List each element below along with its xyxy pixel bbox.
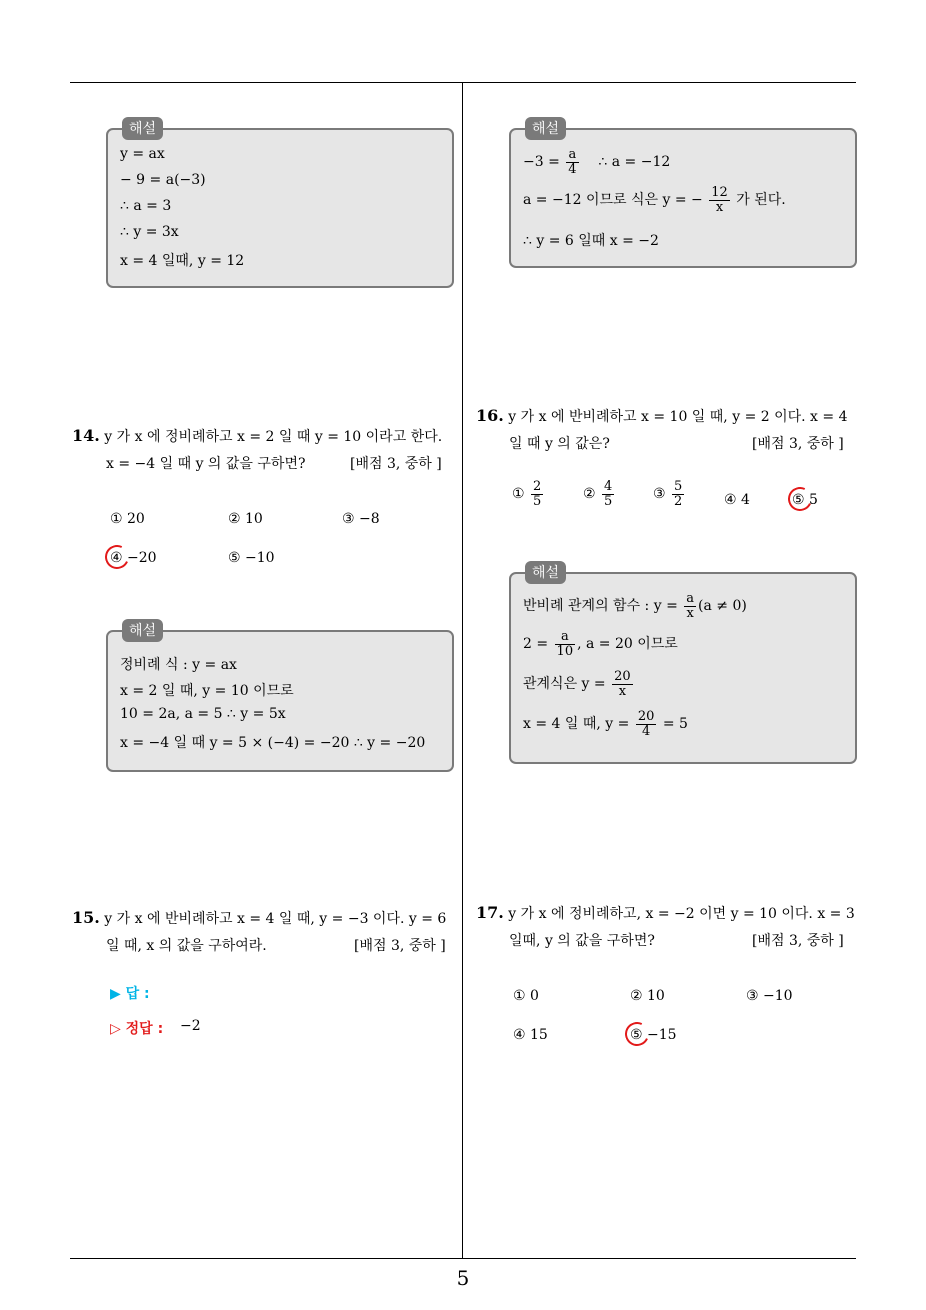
question-14-line2: x = −4 일 때 y 의 값을 구하면?	[106, 456, 306, 472]
solution-line: 10 = 2a, a = 5 ∴ y = 5x	[120, 706, 286, 722]
question-17-line2: 일때, y 의 값을 구하면?	[509, 933, 655, 949]
solution-box-14	[106, 623, 454, 772]
option-1[interactable]: ① 20	[110, 511, 145, 527]
question-16-line2: 일 때 y 의 값은?	[509, 436, 610, 452]
solution-line: − 9 = a(−3)	[120, 172, 206, 188]
option-4[interactable]: ④ 15	[513, 1027, 548, 1043]
question-text: y 가 x 에 정비례하고 x = 2 일 때 y = 10 이라고 한다.	[104, 429, 443, 445]
option-1[interactable]: ① 0	[513, 988, 539, 1004]
option-3[interactable]: ③ $\frac{5}{2}$	[653, 479, 683, 509]
answer-circle-mark	[785, 484, 816, 515]
correct-answer-value: −2	[180, 1018, 201, 1034]
solution-box-16	[509, 565, 857, 764]
question-text: y 가 x 에 반비례하고 x = 4 일 때, y = −3 이다. y = 6	[104, 911, 447, 927]
solution-line: y = ax	[120, 146, 165, 162]
bottom-rule	[70, 1258, 856, 1259]
question-text: y 가 x 에 정비례하고, x = −2 이면 y = 10 이다. x = 3	[508, 906, 855, 922]
solution-line: x = 4 일때, y = 12	[120, 253, 245, 269]
solution-line: ∴ y = 6 일때 x = −2	[523, 233, 659, 249]
question-number: 15.	[72, 908, 100, 927]
points-label: [배점 3, 중하 ]	[752, 436, 844, 452]
solution-line: 관계식은 y = $\frac{20}{x}$	[523, 669, 631, 699]
question-text: y 가 x 에 반비례하고 x = 10 일 때, y = 2 이다. x = 4	[508, 409, 848, 425]
solution-line: x = −4 일 때 y = 5 × (−4) = −20 ∴ y = −20	[120, 735, 426, 751]
solution-box-13	[106, 121, 454, 288]
correct-answer-label: ▷ 정답 :	[110, 1021, 164, 1037]
option-5[interactable]: ⑤ −15	[630, 1027, 677, 1043]
solution-line: 반비례 관계의 함수 : y = $\frac{a}{x}$ (a ≠ 0)	[523, 591, 747, 621]
column-divider	[462, 82, 463, 1258]
answer-circle-mark	[622, 1019, 653, 1050]
solution-line: a = −12 이므로 식은 y = − $\frac{12}{x}$ 가 된다.	[523, 185, 786, 215]
points-label: [배점 3, 중하 ]	[354, 938, 446, 954]
option-5[interactable]: ⑤ −10	[228, 550, 275, 566]
top-rule	[70, 82, 856, 83]
solution-line: −3 = $\frac{a}{4}$ ∴ a = −12	[523, 147, 671, 177]
option-1[interactable]: ① $\frac{2}{5}$	[512, 479, 542, 509]
option-3[interactable]: ③ −8	[342, 511, 380, 527]
solution-tag: 해설	[525, 561, 566, 584]
question-15	[72, 908, 446, 928]
solution-box-15	[509, 121, 857, 268]
fraction: $\frac{12}{x}$	[711, 185, 728, 215]
answer-label: ▶ 답 :	[110, 986, 150, 1002]
option-2[interactable]: ② 10	[228, 511, 263, 527]
solution-line: x = 4 일 때, y = $\frac{20}{4}$ = 5	[523, 709, 688, 739]
question-14	[72, 426, 442, 446]
points-label: [배점 3, 중하 ]	[752, 933, 844, 949]
solution-tag: 해설	[122, 117, 163, 140]
option-3[interactable]: ③ −10	[746, 988, 793, 1004]
option-4[interactable]: ④ −20	[110, 550, 157, 566]
answer-circle-mark	[102, 542, 133, 573]
solution-tag: 해설	[525, 117, 566, 140]
option-5[interactable]: ⑤ 5	[792, 492, 818, 508]
solution-line: x = 2 일 때, y = 10 이므로	[120, 683, 294, 699]
solution-line: 2 = $\frac{a}{10}$ , a = 20 이므로	[523, 629, 678, 659]
question-number: 16.	[476, 406, 504, 425]
solution-line: ∴ y = 3x	[120, 224, 179, 240]
solution-line: 정비례 식 : y = ax	[120, 657, 237, 673]
question-17	[476, 903, 855, 923]
question-16	[476, 406, 848, 426]
option-2[interactable]: ② 10	[630, 988, 665, 1004]
solution-line: ∴ a = 3	[120, 198, 172, 214]
question-number: 17.	[476, 903, 504, 922]
fraction: $\frac{a}{4}$	[568, 147, 577, 177]
solution-tag: 해설	[122, 619, 163, 642]
page-number: 5	[456, 1266, 470, 1290]
question-15-line2: 일 때, x 의 값을 구하여라.	[106, 938, 267, 954]
points-label: [배점 3, 중하 ]	[350, 456, 442, 472]
option-2[interactable]: ② $\frac{4}{5}$	[583, 479, 613, 509]
question-number: 14.	[72, 426, 100, 445]
option-4[interactable]: ④ 4	[724, 492, 750, 508]
